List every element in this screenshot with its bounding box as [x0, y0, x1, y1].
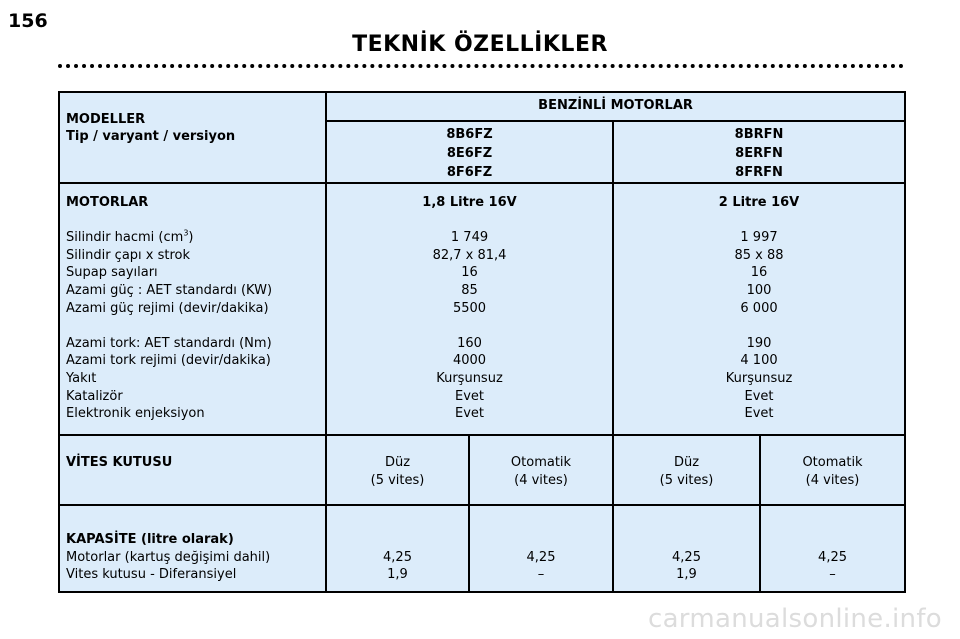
spec-value: Kurşunsuz	[436, 370, 503, 386]
spec-label: Yakıt	[66, 370, 97, 386]
capacity-row	[59, 505, 905, 592]
capacity-cell	[613, 505, 760, 592]
spec-value: 82,7 x 81,4	[432, 247, 507, 263]
spec-label: Azami güç : AET standardı (KW)	[66, 282, 273, 298]
dotted-divider	[58, 64, 904, 68]
gearbox-cell	[760, 435, 905, 505]
engine-name: 1,8 Litre 16V	[422, 195, 517, 210]
engine-col-2	[613, 183, 905, 435]
variant-code: 8B6FZ	[446, 127, 493, 142]
engines-labels	[59, 183, 326, 435]
gearbox-label-cell	[59, 435, 326, 505]
watermark: carmanualsonline.info	[647, 604, 942, 634]
gearbox-type: Otomatik	[802, 455, 863, 470]
spec-value: Evet	[744, 406, 774, 422]
spec-label: Silindir çapı x strok	[66, 247, 191, 263]
spec-value: Evet	[744, 388, 774, 404]
engines-section-label: MOTORLAR	[66, 195, 149, 210]
spec-value: 16	[750, 265, 768, 281]
variant-code: 8BRFN	[734, 127, 784, 142]
spec-label: Azami tork: AET standardı (Nm)	[66, 335, 272, 351]
variant-code: 8ERFN	[735, 146, 783, 161]
gearbox-detail: (5 vites)	[370, 472, 425, 488]
spec-value: 85 x 88	[734, 247, 784, 263]
capacity-value: 4,25	[526, 549, 556, 565]
variant-code: 8E6FZ	[446, 146, 493, 161]
engine-col-1	[326, 183, 613, 435]
capacity-value: 4,25	[383, 549, 412, 565]
capacity-value: 1,9	[676, 567, 697, 583]
gearbox-type: Düz	[384, 455, 411, 470]
capacity-row-label: Motorlar (kartuş değişimi dahil)	[66, 549, 271, 565]
spec-label: Silindir hacmi $(cm^3)$	[66, 228, 194, 246]
capacity-cell	[326, 505, 469, 592]
gearbox-type: Otomatik	[510, 455, 572, 470]
gearbox-cell	[469, 435, 613, 505]
spec-value: 85	[461, 282, 478, 298]
capacity-value: 1,9	[387, 567, 408, 583]
spec-label: Katalizör	[66, 388, 123, 404]
capacity-cell	[760, 505, 905, 592]
capacity-value: –	[829, 567, 836, 583]
gearbox-detail: (4 vites)	[805, 472, 860, 488]
gearbox-detail: (5 vites)	[659, 472, 714, 488]
capacity-label: KAPASİTE (litre olarak)	[66, 532, 234, 547]
spec-label: Azami güç rejimi (devir/dakika)	[66, 300, 269, 316]
capacity-cell	[469, 505, 613, 592]
spec-value: Evet	[454, 388, 484, 404]
gearbox-type: Düz	[673, 455, 700, 470]
spec-value: Evet	[454, 406, 484, 422]
spec-table	[58, 91, 906, 593]
capacity-value: 4,25	[818, 549, 847, 565]
spec-value: 1 749	[450, 230, 489, 246]
spec-label: Supap sayıları	[66, 265, 158, 281]
gearbox-detail: (4 vites)	[514, 472, 568, 488]
spec-value: 1 997	[740, 230, 778, 246]
engine-name: 2 Litre 16V	[718, 195, 800, 210]
variants-left	[326, 121, 613, 183]
spec-value: 190	[746, 335, 772, 351]
spec-value: 100	[746, 282, 772, 298]
spec-value: 4000	[452, 353, 487, 369]
spec-value: 5500	[452, 300, 487, 316]
spec-value: 16	[461, 265, 478, 281]
engines-row	[59, 183, 905, 435]
gearbox-cell	[613, 435, 760, 505]
capacity-value: 4,25	[672, 549, 701, 565]
variants-right	[613, 121, 905, 183]
variant-code: 8FRFN	[735, 165, 783, 180]
models-label: MODELLER	[66, 112, 146, 127]
type-label: Tip / varyant / versiyon	[66, 129, 236, 144]
spec-value: 6 000	[740, 300, 778, 316]
spec-label: Azami tork rejimi (devir/dakika)	[66, 353, 271, 369]
gearbox-cell	[326, 435, 469, 505]
page-title: TEKNİK ÖZELLİKLER	[352, 32, 608, 57]
engine-group-header: BENZİNLİ MOTORLAR	[326, 92, 905, 121]
spec-value: Kurşunsuz	[725, 370, 793, 386]
spec-label: Elektronik enjeksiyon	[66, 406, 205, 422]
spec-value: 160	[457, 335, 482, 351]
variant-code: 8F6FZ	[446, 165, 493, 180]
header-row	[59, 92, 905, 121]
gearbox-label: VİTES KUTUSU	[66, 455, 173, 470]
spec-value: 4 100	[740, 353, 778, 369]
gearbox-row	[59, 435, 905, 505]
capacity-row-label: Vites kutusu - Diferansiyel	[66, 567, 237, 583]
models-header-cell	[59, 92, 326, 183]
page-number: 156	[8, 10, 48, 32]
capacity-labels	[59, 505, 326, 592]
capacity-value: –	[537, 567, 545, 583]
